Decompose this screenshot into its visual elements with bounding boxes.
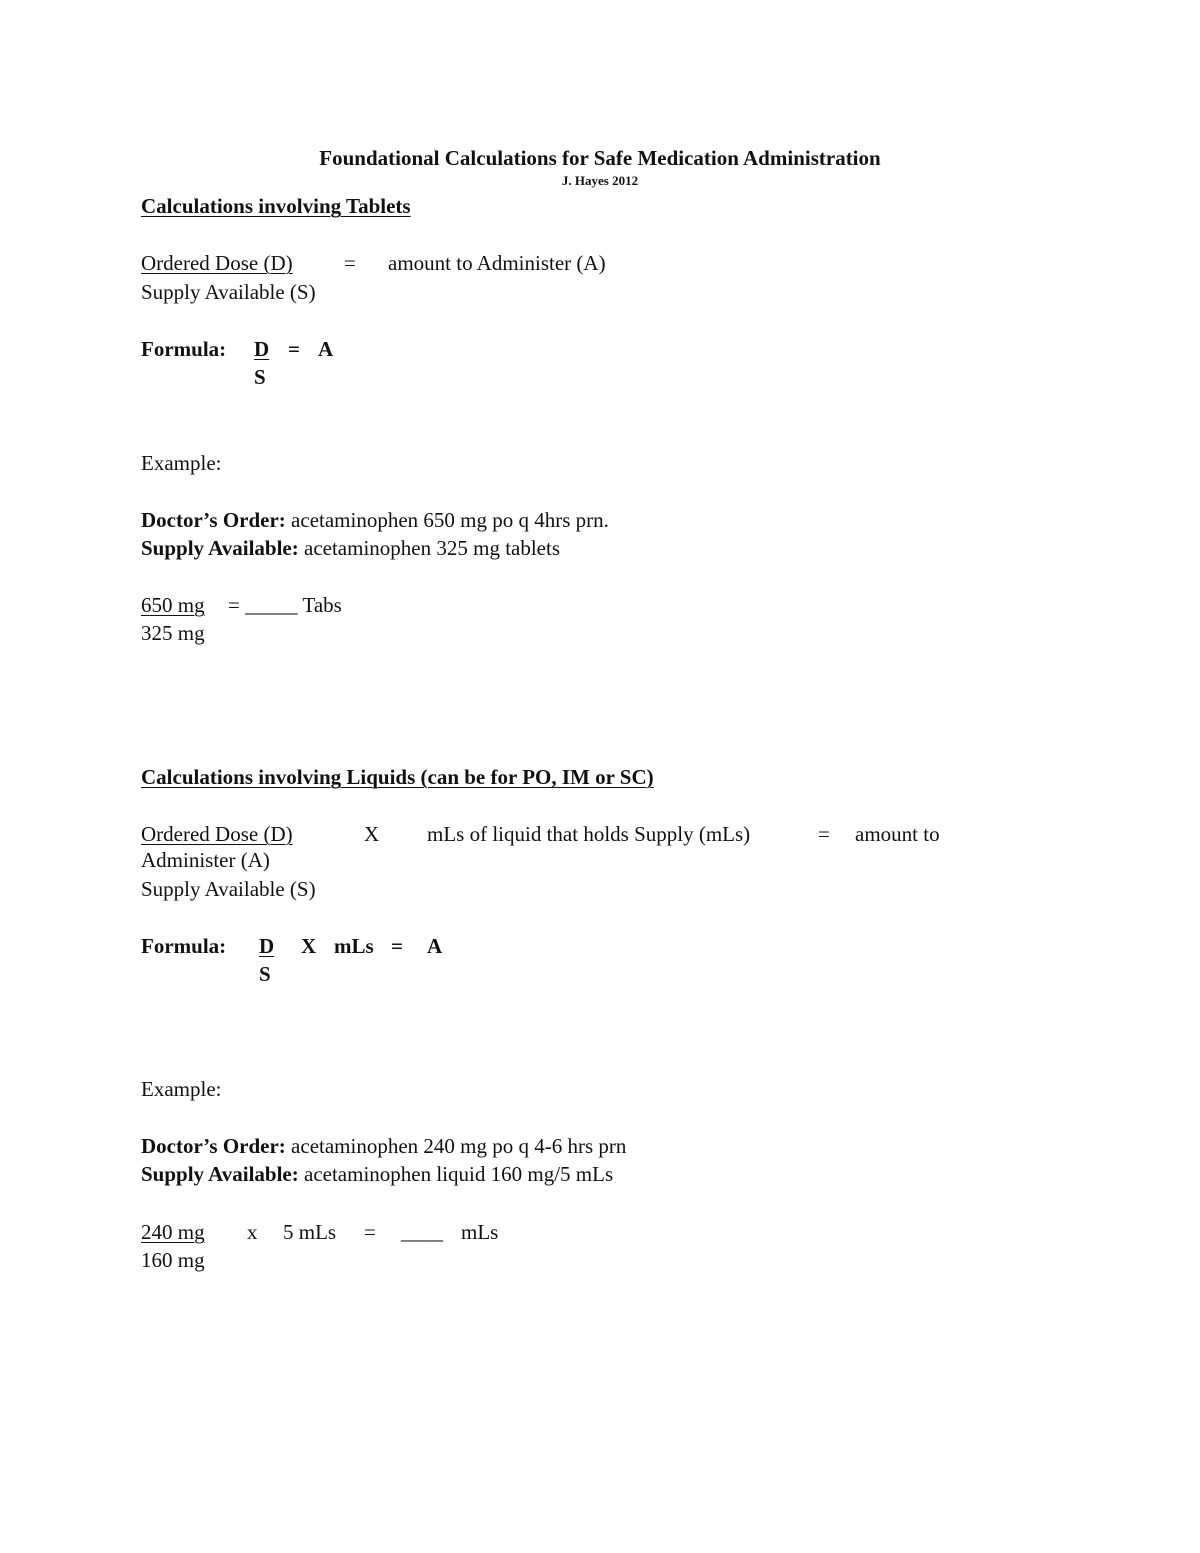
tablets-calc-denominator: 325 mg: [141, 621, 205, 645]
liquids-def-numerator: Ordered Dose (D): [141, 822, 293, 846]
tablets-formula-denominator: S: [254, 365, 266, 389]
tablets-def-numerator: Ordered Dose (D): [141, 251, 293, 275]
document-title: Foundational Calculations for Safe Medication Administration: [319, 146, 881, 170]
liquids-calc-mls: 5 mLs: [283, 1220, 337, 1244]
tablets-formula-numerator: D: [254, 337, 270, 361]
tablets-supply-label: Supply Available:: [141, 536, 299, 560]
liquids-formula-denominator: S: [259, 962, 271, 986]
liquids-def-result-1: amount to: [855, 822, 940, 846]
liquids-order-line: [141, 1134, 626, 1158]
tablets-order-text: acetaminophen 650 mg po q 4hrs prn.: [285, 508, 609, 532]
liquids-def-times: X: [364, 822, 380, 846]
liquids-formula-label: Formula:: [141, 934, 227, 958]
tablets-calc-result: = _____ Tabs: [228, 593, 342, 617]
tablets-order-label: Doctor’s Order:: [141, 508, 286, 532]
tablets-example-label: Example:: [141, 451, 222, 475]
liquids-calc-times: x: [247, 1220, 258, 1244]
liquids-def-equals: =: [818, 822, 830, 846]
liquids-heading: Calculations involving Liquids (can be for PO, IM or SC): [141, 765, 654, 789]
liquids-order-text: acetaminophen 240 mg po q 4-6 hrs prn: [285, 1134, 627, 1158]
liquids-supply-line: [141, 1162, 613, 1186]
liquids-formula-result: A: [427, 934, 443, 958]
liquids-def-denominator: Supply Available (S): [141, 877, 316, 901]
tablets-calc-numerator: 650 mg: [141, 593, 205, 617]
tablets-def-result: amount to Administer (A): [388, 251, 606, 275]
liquids-formula-equals: =: [391, 934, 403, 958]
liquids-example-label: Example:: [141, 1077, 222, 1101]
tablets-supply-line: [141, 536, 560, 560]
tablets-order-line: [141, 508, 609, 532]
tablets-def-denominator: Supply Available (S): [141, 280, 316, 304]
tablets-formula-result: A: [318, 337, 334, 361]
liquids-calc-equals: =: [364, 1220, 376, 1244]
tablets-def-equals: =: [344, 251, 356, 275]
tablets-formula-label: Formula:: [141, 337, 227, 361]
liquids-formula-numerator: D: [259, 934, 275, 958]
liquids-calc-denominator: 160 mg: [141, 1248, 205, 1272]
liquids-calc-unit: mLs: [461, 1220, 499, 1244]
liquids-formula-times: X: [301, 934, 317, 958]
tablets-supply-text: acetaminophen 325 mg tablets: [298, 536, 561, 560]
liquids-supply-text: acetaminophen liquid 160 mg/5 mLs: [298, 1162, 614, 1186]
author-line: J. Hayes 2012: [561, 173, 639, 188]
liquids-def-liquid: mLs of liquid that holds Supply (mLs): [427, 822, 751, 846]
liquids-def-result-2: Administer (A): [141, 848, 270, 872]
tablets-heading: Calculations involving Tablets: [141, 194, 411, 218]
tablets-formula-equals: =: [288, 337, 300, 361]
liquids-supply-label: Supply Available:: [141, 1162, 299, 1186]
liquids-order-label: Doctor’s Order:: [141, 1134, 286, 1158]
liquids-calc-blank: ____: [401, 1220, 443, 1244]
liquids-formula-mls: mLs: [334, 934, 374, 958]
liquids-calc-numerator: 240 mg: [141, 1220, 205, 1244]
